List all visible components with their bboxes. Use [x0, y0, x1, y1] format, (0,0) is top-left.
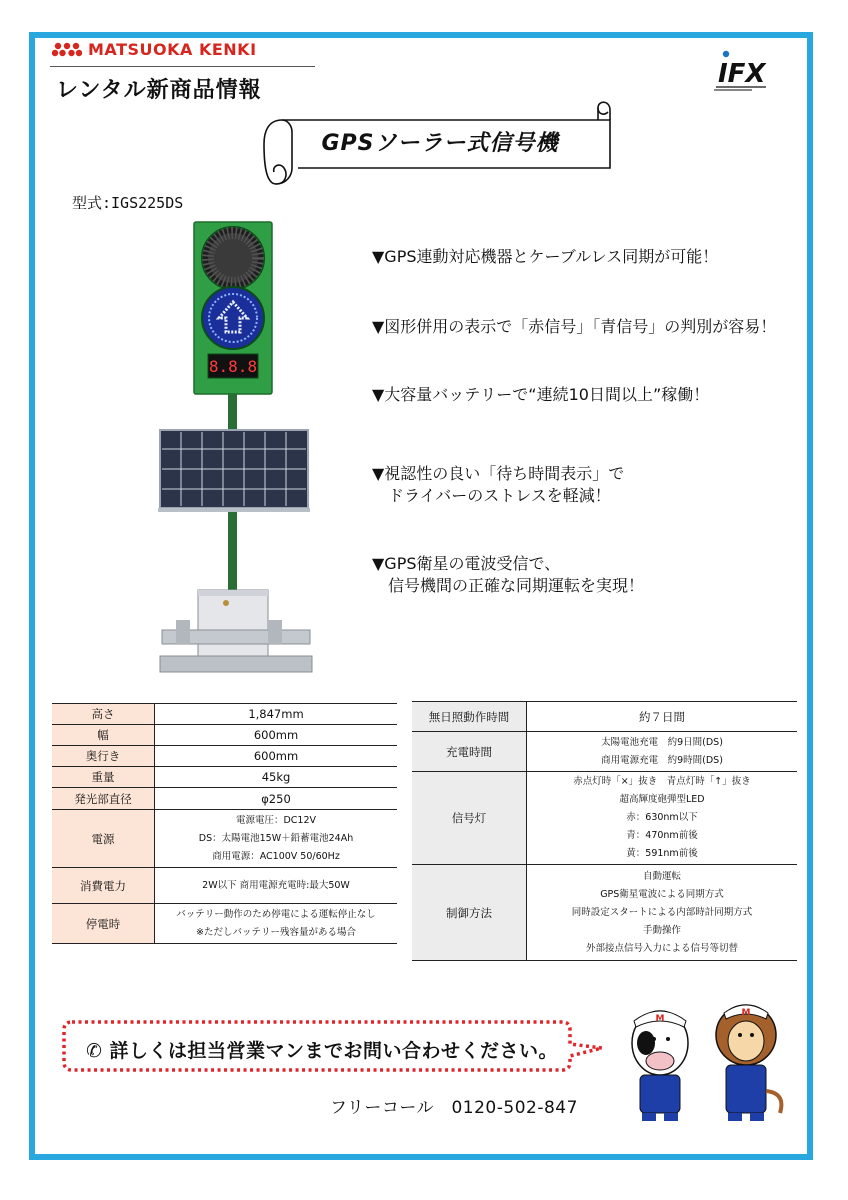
spec-label-lamp-diameter: 発光部直径 [52, 788, 155, 810]
brand-logo [52, 40, 257, 59]
spec-value-no-sun-operation: 約７日間 [527, 702, 798, 732]
spec-label-control-method: 制御方法 [412, 865, 527, 961]
model-number: 型式:IGS225DS [72, 194, 184, 212]
partner-logo [712, 48, 770, 100]
svg-text:M: M [655, 1014, 665, 1024]
power-source-line-2: DS：太陽電池15W＋鉛蓄電池24Ah [198, 832, 354, 844]
spec-value-weight: 45kg [155, 767, 398, 788]
signal-lamp-line-1: 赤点灯時「×」抜き 青点灯時「↑」抜き [573, 776, 751, 787]
spec-value-power-source [155, 810, 398, 868]
spec-label-no-sun-operation: 無日照動作時間 [412, 702, 527, 732]
spec-label-power-consumption: 消費電力 [52, 868, 155, 904]
countdown-digits: 8.8.8 [208, 357, 258, 376]
phone-icon: ✆ [86, 1040, 103, 1062]
feature-5-line-1: ▼GPS衛星の電波受信で、 [372, 554, 561, 573]
feature-4-line-2: ドライバーのストレスを軽減！ [372, 486, 611, 505]
spec-label-width: 幅 [52, 725, 155, 746]
control-method-line-4: 手動操作 [642, 924, 681, 936]
spec-label-signal-lamp: 信号灯 [412, 772, 527, 865]
spec-value-lamp-diameter: φ250 [155, 788, 398, 810]
signal-lamp-line-5: 黄：591nm前後 [626, 848, 698, 859]
control-method-line-3: 同時設定スタートによる内部時計同期方式 [571, 906, 753, 918]
outage-line-2: ※ただしバッテリー残容量がある場合 [196, 926, 356, 938]
control-method-line-1: 自動運転 [642, 870, 681, 882]
partner-logo-text: IFX [718, 59, 766, 89]
brand-name: MATSUOKA KENKI [88, 40, 257, 59]
charge-time-line-2: 商用電源充電 約9時間(DS) [601, 754, 723, 766]
feature-4-line-1: ▼視認性の良い「待ち時間表示」で [372, 464, 625, 483]
header-divider [50, 66, 315, 67]
brand-mark-icon [52, 41, 82, 59]
mascot-characters [620, 995, 790, 1129]
contact-message-text: 詳しくは担当営業マンまでお問い合わせください。 [109, 1040, 559, 1062]
spec-label-depth: 奥行き [52, 746, 155, 767]
feature-1 [372, 246, 718, 268]
spec-label-power-source: 電源 [52, 810, 155, 868]
feature-3 [372, 384, 709, 406]
feature-3-line-1: ▼大容量バッテリーで“連続10日間以上”稼働！ [372, 385, 710, 404]
spec-value-depth: 600mm [155, 746, 398, 767]
spec-value-width: 600mm [155, 725, 398, 746]
feature-1-line-1: ▼GPS連動対応機器とケーブルレス同期が可能！ [372, 247, 719, 266]
spec-table-right [412, 701, 797, 961]
signal-lamp-line-4: 青：470nm前後 [626, 830, 698, 841]
spec-value-power-consumption: 2W以下 商用電源充電時:最大50W [155, 868, 398, 904]
outage-line-1: バッテリー動作のため停電による運転停止なし [176, 908, 376, 920]
product-image [150, 220, 320, 684]
power-source-line-3: 商用電源：AC100V 50/60Hz [212, 850, 340, 862]
spec-label-weight: 重量 [52, 767, 155, 788]
battery-box [198, 590, 268, 658]
spec-label-charge-time: 充電時間 [412, 732, 527, 772]
monkey-mascot [716, 1005, 781, 1121]
cow-mascot [632, 1011, 688, 1121]
feature-5-line-2: 信号機間の正確な同期運転を実現！ [372, 576, 645, 595]
spec-value-control-method [527, 865, 798, 961]
feature-2-line-1: ▼図形併用の表示で「赤信号」「青信号」の判別が容易！ [372, 317, 777, 336]
spec-value-signal-lamp [527, 772, 798, 865]
power-source-line-1: 電源電圧：DC12V [235, 814, 317, 826]
control-method-line-5: 外部接点信号入力による信号等切替 [585, 942, 738, 954]
blue-lamp [202, 287, 264, 349]
charge-time-line-1: 太陽電池充電 約9日間(DS) [601, 736, 723, 748]
feature-5 [372, 553, 644, 597]
signal-lamp-line-2: 超高輝度砲弾型LED [619, 794, 705, 805]
spec-value-charge-time [527, 732, 798, 772]
page-title: GPSソーラー式信号機 [321, 131, 559, 156]
partner-logo-dot [723, 51, 729, 57]
spec-table-left [52, 703, 397, 944]
feature-2 [372, 316, 776, 338]
control-method-line-2: GPS衛星電波による同期方式 [600, 888, 724, 900]
feature-4 [372, 463, 624, 507]
spec-value-height: 1,847mm [155, 704, 398, 725]
freecall-number: フリーコール 0120-502-847 [330, 1098, 578, 1118]
spec-label-height: 高さ [52, 704, 155, 725]
page-subtitle: レンタル新商品情報 [56, 78, 262, 103]
spec-label-outage: 停電時 [52, 904, 155, 944]
spec-value-outage [155, 904, 398, 944]
svg-text:M: M [741, 1008, 751, 1018]
signal-lamp-line-3: 赤：630nm以下 [626, 812, 698, 823]
contact-message [86, 1036, 558, 1063]
